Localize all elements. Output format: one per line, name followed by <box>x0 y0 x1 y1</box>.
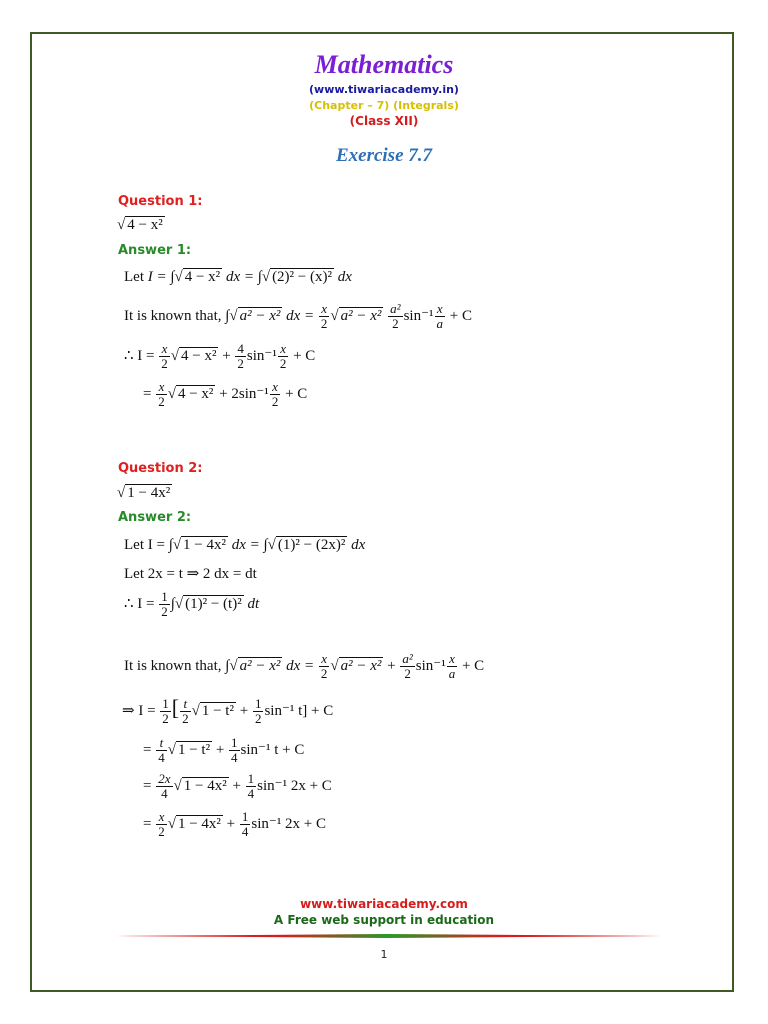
answer-1-line-4: = $\frac{x}{2}$ √ 4 − x² + 2sin⁻¹ $\frac{x}{2}$ + C <box>143 379 308 409</box>
answer-1-line-2: It is known that, ∫√ a² − x² dx = $\frac{x}{2}$ √ a² − x² $\frac{\text{a²}}{2}$ sin⁻¹ $\frac{x}{a}$ + C <box>124 301 472 331</box>
class-label: (Class XII) <box>349 114 419 128</box>
answer-2-line-7: = $\frac{2x}{4}$ √ 1 − 4x² + $\frac{1}{4}$ sin⁻¹ 2x + C <box>143 771 332 801</box>
answer-2-line-4: It is known that, ∫√ a² − x² dx = $\frac{x}{2}$ √ a² − x² + $\frac{\text{a²}}{2}$ sin⁻¹ $\frac{x}{a}$ + C <box>124 651 485 681</box>
question-1-label: Question 1: <box>118 194 203 209</box>
chapter-label: (Chapter – 7) (Integrals) <box>309 99 459 112</box>
question-2-label: Question 2: <box>118 461 203 476</box>
footer-tagline: A Free web support in education <box>273 913 495 927</box>
answer-2-line-3: ∴ I = $\frac{1}{2}$ ∫√ (1)² − (t)² dt <box>124 589 260 619</box>
question-1-expression: √ 4 − x² <box>117 217 163 233</box>
answer-2-line-2: Let 2x = t ⇒ 2 dx = dt <box>124 566 257 582</box>
answer-2-line-1: Let I = ∫√ 1 − 4x² dx = ∫√ (1)² − (2x)² dx <box>124 537 366 553</box>
footer-url[interactable]: www.tiwariacademy.com <box>300 897 468 911</box>
answer-2-line-5: ⇒ I = $\frac{1}{2}$ [ $\frac{t}{2}$ √ 1 − t² + $\frac{1}{2}$ sin⁻¹ t] + C <box>122 695 334 727</box>
answer-2-line-6: = $\frac{t}{4}$ √ 1 − t² + $\frac{1}{4}$ sin⁻¹ t + C <box>143 735 305 765</box>
answer-1-line-3: ∴ I = $\frac{x}{2}$ √ 4 − x² + $\frac{4}{2}$ sin⁻¹ $\frac{x}{2}$ + C <box>124 341 316 371</box>
footer-divider <box>116 934 662 938</box>
answer-1-line-1: Let I = ∫√ 4 − x² dx = ∫√ (2)² − (x)² dx <box>124 269 352 285</box>
page-number: 1 <box>380 948 388 961</box>
answer-2-label: Answer 2: <box>118 510 192 525</box>
question-2-expression: √ 1 − 4x² <box>117 485 171 501</box>
site-url: (www.tiwariacademy.in) <box>309 83 459 96</box>
answer-1-label: Answer 1: <box>118 243 192 258</box>
page-title: Mathematics <box>314 50 454 79</box>
exercise-heading: Exercise 7.7 <box>335 145 433 166</box>
answer-2-line-8: = $\frac{x}{2}$ √ 1 − 4x² + $\frac{1}{4}$ sin⁻¹ 2x + C <box>143 809 327 839</box>
